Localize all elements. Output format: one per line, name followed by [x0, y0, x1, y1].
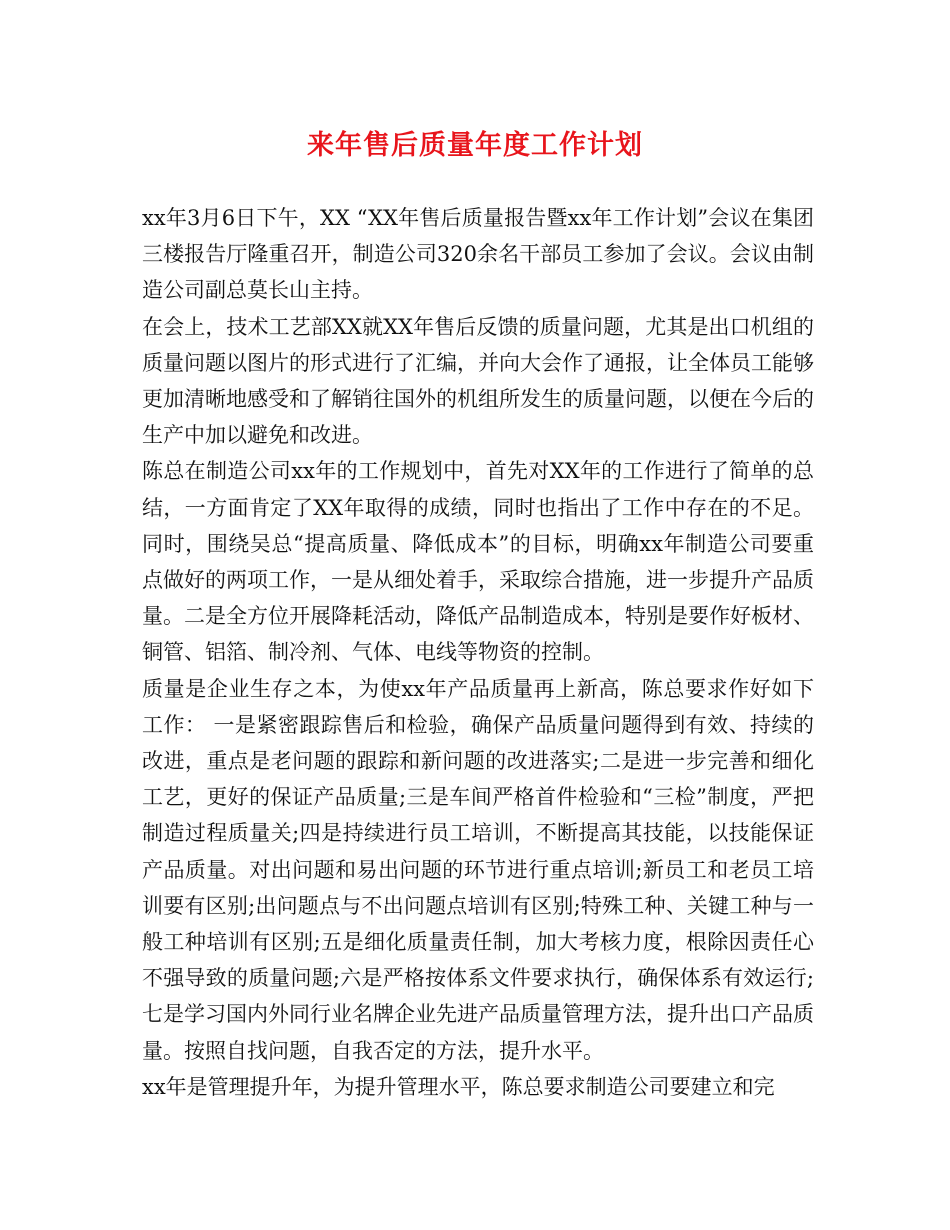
- paragraph-work-plan: 陈总在制造公司xx年的工作规划中，首先对XX年的工作进行了简单的总结，一方面肯定了XX年取得的成绩，同时也指出了工作中存在的不足。同时，围绕吴总“提高质量、降低成本”的目标，明确xx年制造公司要重点做好的两项工作，一是从细处着手，采取综合措施，进一步提升产品质量。二是全方位开展降耗活动，降低产品制造成本，特别是要作好板材、铜管、铝箔、制冷剂、气体、电线等物资的控制。: [142, 459, 814, 665]
- paragraph-quality-requirements: 质量是企业生存之本，为使xx年产品质量再上新高，陈总要求作好如下工作： 一是紧密跟踪售后和检验，确保产品质量问题得到有效、持续的改进，重点是老问题的跟踪和新问题的改进落实;二是进一步完善和细化工艺，更好的保证产品质量;三是车间严格首件检验和“三检”制度，严把制造过程质量关;四是持续进行员工培训，不断提高其技能，以技能保证产品质量。对出问题和易出问题的环节进行重点培训;新员工和老员工培训要有区别;出问题点与不出问题点培训有区别;特殊工种、关键工种与一般工种培训有区别;五是细化质量责任制，加大考核力度，根除因责任心不强导致的质量问题;六是严格按体系文件要求执行，确保体系有效运行;七是学习国内外同行业名牌企业先进产品质量管理方法，提升出口产品质量。按照自找问题，自我否定的方法，提升水平。: [142, 676, 814, 1063]
- paragraph-meeting-intro: xx年3月6日下午，XX “XX年售后质量报告暨xx年工作计划”会议在集团三楼报告厅隆重召开，制造公司320余名干部员工参加了会议。会议由制造公司副总莫长山主持。: [142, 206, 814, 303]
- paragraph-management-year: xx年是管理提升年，为提升管理水平，陈总要求制造公司要建立和完: [142, 1074, 775, 1099]
- document-title: 来年售后质量年度工作计划: [307, 130, 643, 161]
- paragraph-quality-report: 在会上，技术工艺部XX就XX年售后反馈的质量问题，尤其是出口机组的质量问题以图片的形式进行了汇编，并向大会作了通报，让全体员工能够更加清晰地感受和了解销往国外的机组所发生的质量问题，以便在今后的生产中加以避免和改进。: [142, 314, 814, 448]
- document-body: [142, 200, 814, 1105]
